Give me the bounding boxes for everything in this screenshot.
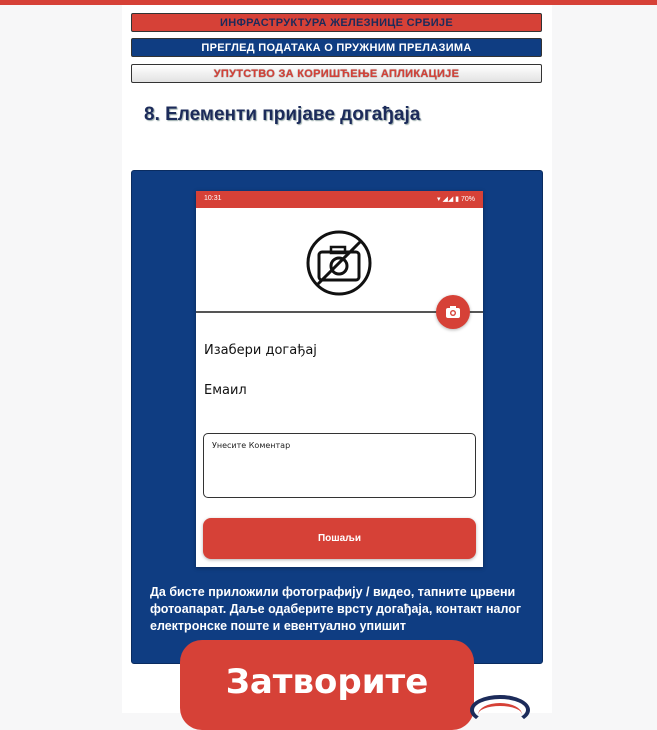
- header-organization: ИНФРАСТРУКТУРА ЖЕЛЕЗНИЦЕ СРБИЈЕ: [131, 13, 542, 32]
- email-field[interactable]: Емаил: [204, 383, 247, 398]
- no-camera-icon: [305, 229, 373, 297]
- close-button-label: Затворите: [225, 662, 429, 702]
- instructions-text: Да бисте приложили фотографију / видео, тапните црвени фотоапарат. Даље одаберите врсту догађаја, контакт налог електронске поште и евентуално упишит: [150, 585, 522, 633]
- camera-button[interactable]: [436, 295, 470, 329]
- status-battery: ▾ ◢◢ ▮ 70%: [437, 196, 475, 203]
- camera-icon: [445, 305, 461, 319]
- send-button[interactable]: Пошаљи: [203, 518, 476, 559]
- status-time: 10:31: [204, 195, 222, 202]
- section-title: 8. Елементи пријаве догађаја: [144, 104, 421, 125]
- header-app-name: ПРЕГЛЕД ПОДАТАКА О ПРУЖНИМ ПРЕЛАЗИМА: [131, 38, 542, 57]
- comment-placeholder: Унесите Коментар: [212, 441, 291, 450]
- comment-input[interactable]: [203, 433, 476, 498]
- event-select[interactable]: Изабери догађај: [204, 343, 317, 358]
- phone-screenshot: [196, 191, 483, 567]
- organization-logo: [470, 695, 530, 725]
- phone-status-bar: [196, 191, 483, 208]
- header-manual-title: УПУТСТВО ЗА КОРИШЋЕЊЕ АПЛИКАЦИЈЕ: [131, 64, 542, 83]
- wifi-icon: ▾ ◢◢ ▮: [437, 196, 461, 203]
- photo-placeholder-area: [196, 208, 483, 311]
- close-button[interactable]: [180, 640, 474, 730]
